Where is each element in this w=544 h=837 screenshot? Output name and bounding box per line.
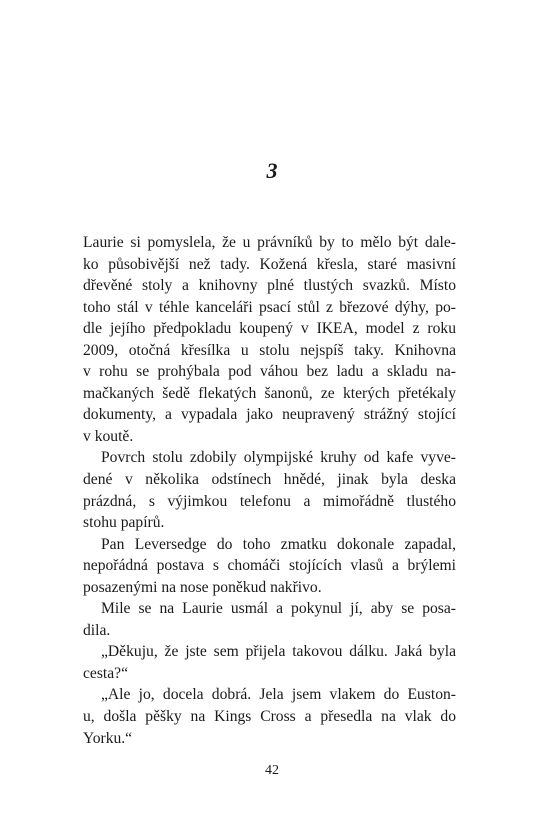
paragraph-6 [83, 684, 456, 749]
text-line: dené v několika odstínech hnědé, jinak byla deska [83, 471, 456, 489]
text-line: „Ale jo, docela dobrá. Jela jsem vlakem do Euston- [101, 686, 456, 704]
text-line: toho stál v téhle kanceláři psací stůl z březové dýhy, po- [83, 298, 456, 316]
text-line: nepořádná postava s chomáči stojících vlasů a brýlemi [83, 557, 456, 575]
chapter-number: 3 [266, 158, 278, 183]
page-number: 42 [265, 763, 279, 778]
paragraph-4 [83, 598, 456, 641]
text-line: Pan Leversedge do toho zmatku dokonale zapadal, [101, 535, 456, 553]
text-line: Povrch stolu zdobily olympijské kruhy od kafe vyve- [101, 449, 456, 467]
text-line: ko působivější než tady. Kožená křesla, staré masivní [83, 255, 456, 273]
text-line: Laurie si pomyslela, že u právníků by to mělo být dale- [83, 234, 456, 251]
text-line: cesta?“ [83, 664, 129, 682]
text-line: mačkaných šedě flekatých šanonů, ze kterých přetékaly [83, 384, 456, 402]
paragraph-5 [83, 641, 456, 684]
text-line: prázdná, s výjimkou telefonu a mimořádně tlustého [83, 492, 456, 510]
text-line: u, došla pěšky na Kings Cross a přesedla na vlak do [83, 708, 456, 726]
text-line: „Děkuju, že jste sem přijela takovou dálku. Jaká byla [101, 643, 456, 661]
text-line: dle jejího předpokladu koupený v IKEA, model z roku [83, 320, 456, 338]
paragraph-1 [83, 232, 456, 447]
text-line: Yorku.“ [83, 729, 133, 747]
text-line: posazenými na nose poněkud nakřivo. [83, 578, 322, 596]
body-text [83, 232, 456, 749]
text-line: stohu papírů. [83, 514, 165, 532]
text-line: dila. [83, 621, 111, 639]
paragraph-2 [83, 447, 456, 533]
text-line: v rohu se prohýbala pod váhou bez ladu a skladu na- [83, 363, 456, 381]
text-line: dokumenty, a vypadala jako neupravený strážný stojící [83, 406, 456, 424]
paragraph-3 [83, 534, 456, 599]
text-line: dřevěné stoly a knihovny plné tlustých svazků. Místo [83, 277, 456, 295]
text-line: 2009, otočná křesílka u stolu nejspíš taky. Knihovna [83, 341, 456, 359]
text-line: v koutě. [83, 427, 134, 445]
text-line: Mile se na Laurie usmál a pokynul jí, aby se posa- [101, 600, 456, 618]
